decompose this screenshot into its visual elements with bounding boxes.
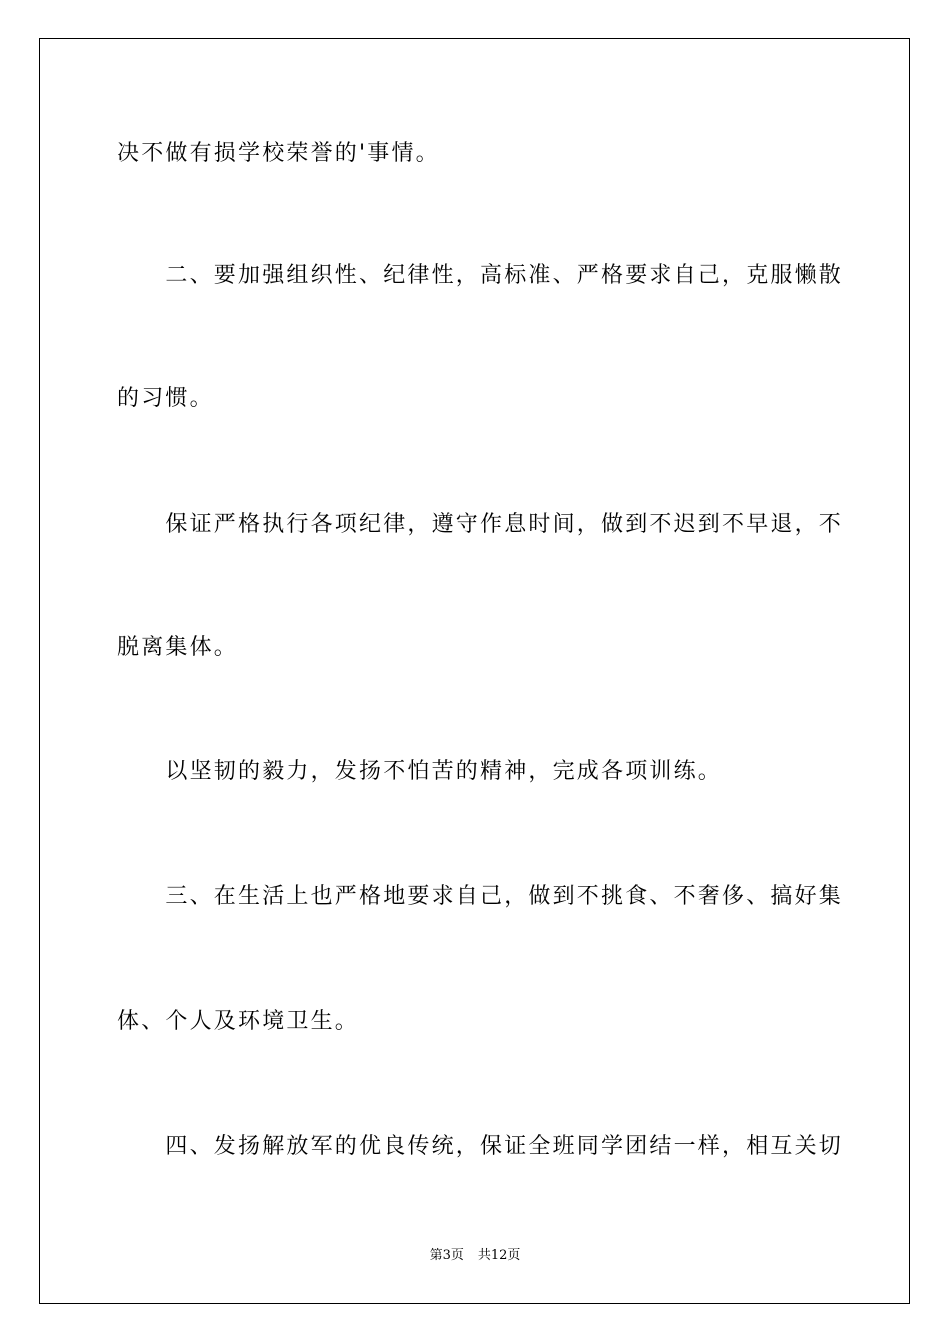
text-line-4: 保证严格执行各项纪律，遵守作息时间，做到不迟到不早退，不: [117, 512, 844, 537]
page-number: 第3页: [429, 1248, 464, 1263]
text-line-8: 体、个人及环境卫生。: [117, 1009, 360, 1034]
text-line-1: 决不做有损学校荣誉的'事情。: [117, 141, 440, 166]
text-line-6: 以坚韧的毅力，发扬不怕苦的精神，完成各项训练。: [117, 759, 723, 784]
page-total: 共12页: [477, 1248, 521, 1263]
text-line-3: 的习惯。: [117, 386, 214, 411]
page-footer: [0, 1247, 950, 1265]
page-border: [39, 38, 910, 1304]
text-line-9: 四、发扬解放军的优良传统，保证全班同学团结一样，相互关切: [117, 1134, 844, 1159]
text-line-2: 二、要加强组织性、纪律性，高标准、严格要求自己，克服懒散: [117, 263, 844, 288]
text-line-5: 脱离集体。: [117, 635, 239, 660]
text-line-7: 三、在生活上也严格地要求自己，做到不挑食、不奢侈、搞好集: [117, 884, 844, 909]
